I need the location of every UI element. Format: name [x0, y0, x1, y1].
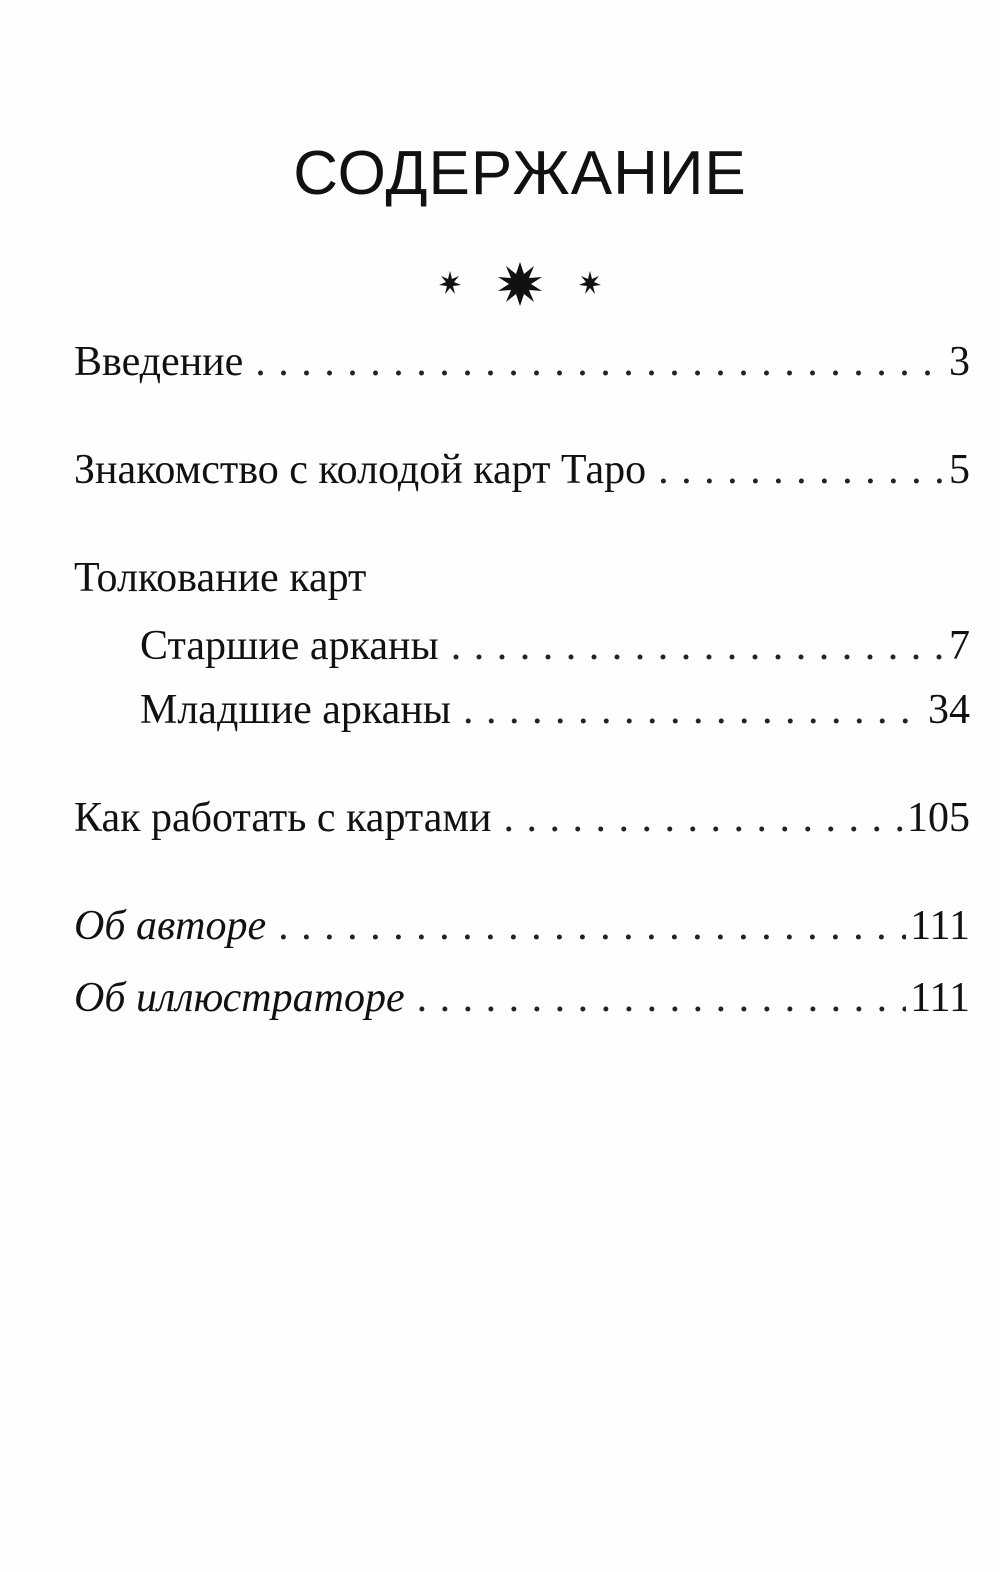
toc-page-number: 105	[907, 795, 970, 841]
toc-leader-dots	[405, 974, 907, 1022]
small-star-left-icon	[439, 271, 461, 294]
toc-label: Об авторе	[74, 903, 267, 949]
toc-page-number: 3	[949, 339, 970, 385]
toc-label: Старшие арканы	[140, 623, 439, 669]
toc-label: Введение	[74, 339, 244, 385]
toc-leader-dots	[243, 338, 942, 386]
toc-leader-dots	[266, 902, 906, 950]
toc-entry-card-interpretation[interactable]	[74, 554, 970, 614]
toc-entry-minor-arcana[interactable]	[140, 686, 970, 746]
toc-entry-about-author[interactable]	[74, 902, 970, 962]
small-star-right-icon	[579, 271, 601, 294]
toc-page-number: 111	[910, 975, 970, 1021]
toc-entry-major-arcana[interactable]	[140, 622, 970, 682]
toc-leader-dots	[646, 446, 942, 494]
toc-label: Толкование карт	[74, 555, 367, 601]
toc-entry-working-with-cards[interactable]	[74, 794, 970, 854]
toc-label: Младшие арканы	[140, 687, 452, 733]
toc-label: Знакомство с колодой карт Таро	[74, 447, 647, 493]
toc-entry-about-illustrator[interactable]	[74, 974, 970, 1034]
toc-leader-dots	[491, 794, 903, 842]
toc-leader-dots	[451, 686, 924, 734]
toc-leader-dots	[439, 622, 942, 670]
large-star-center-icon	[498, 262, 542, 306]
toc-page-number: 5	[949, 447, 970, 493]
page-title: СОДЕРЖАНИЕ	[293, 139, 747, 208]
toc-page-number: 7	[949, 623, 970, 669]
toc-entry-introduction[interactable]	[74, 338, 970, 398]
toc-label: Как работать с картами	[74, 795, 492, 841]
toc-page-number: 111	[910, 903, 970, 949]
toc-label: Об иллюстраторе	[74, 975, 405, 1021]
toc-page-number: 34	[928, 687, 970, 733]
star-ornament-icon	[430, 258, 610, 308]
toc-entry-tarot-deck[interactable]	[74, 446, 970, 506]
